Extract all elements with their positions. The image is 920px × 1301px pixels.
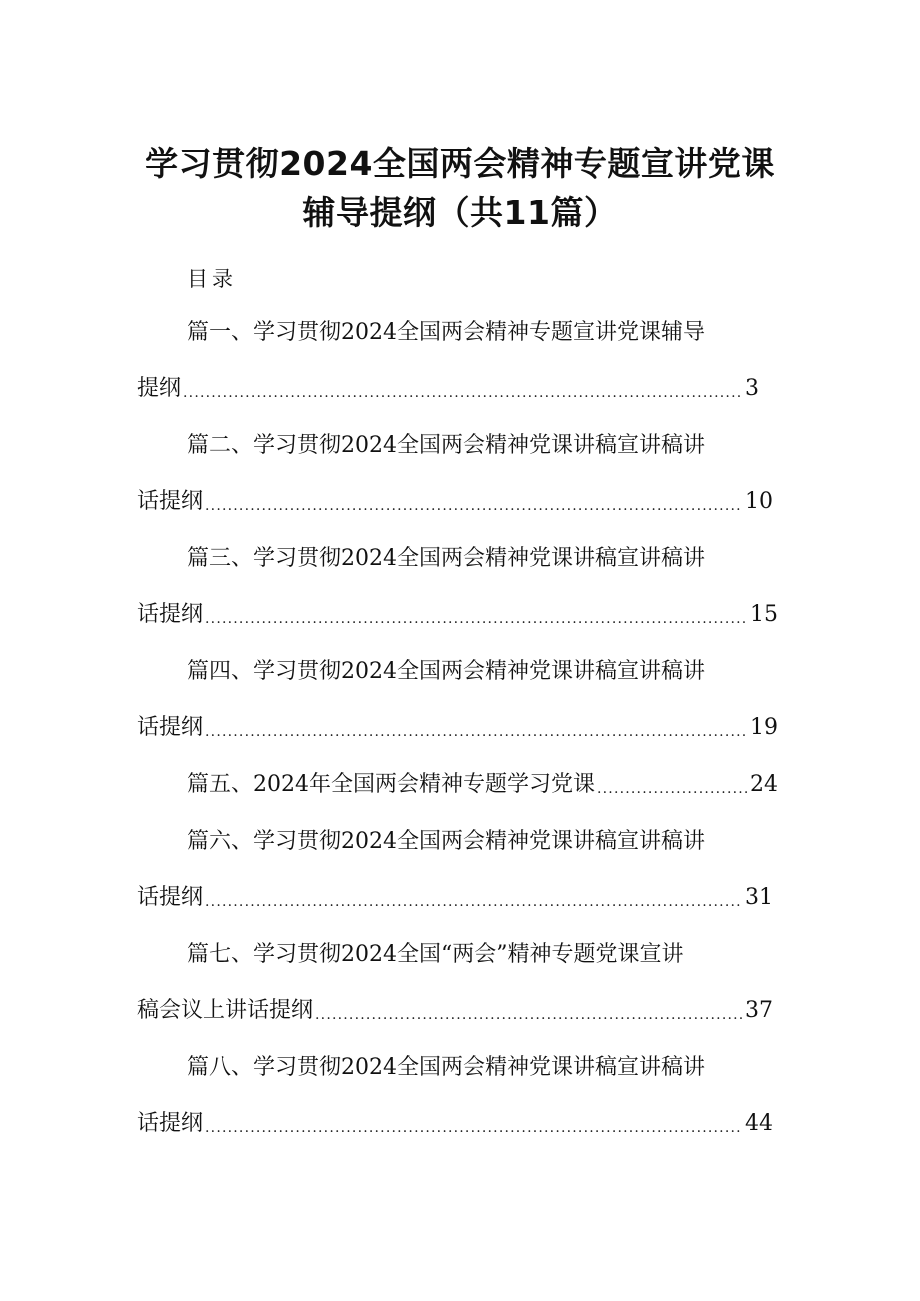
toc-page-number: 19 xyxy=(750,715,778,740)
toc-entry-2-line2[interactable] xyxy=(137,487,773,517)
toc-entry-7-line1[interactable]: 篇七、学习贯彻2024全国“两会”精神专题党课宣讲 xyxy=(187,942,684,967)
dot-leader xyxy=(205,721,748,743)
toc-entry-label: 提纲 xyxy=(137,376,182,401)
dot-leader xyxy=(205,891,743,913)
dot-leader xyxy=(315,1004,743,1026)
toc-entry-label: 话提纲 xyxy=(137,715,204,740)
toc-entry-8-line2[interactable] xyxy=(137,1109,773,1139)
dot-leader xyxy=(205,1117,743,1139)
toc-page-number: 10 xyxy=(745,489,773,514)
toc-page-number: 44 xyxy=(745,1111,773,1136)
dot-leader xyxy=(183,382,743,404)
toc-entry-label: 话提纲 xyxy=(137,1111,204,1136)
document-title-line2: 辅导提纲（共11篇） xyxy=(302,193,618,232)
dot-leader xyxy=(205,608,748,630)
toc-entry-6-line1[interactable]: 篇六、学习贯彻2024全国两会精神党课讲稿宣讲稿讲 xyxy=(187,829,705,854)
toc-entry-8-line1[interactable]: 篇八、学习贯彻2024全国两会精神党课讲稿宣讲稿讲 xyxy=(187,1055,705,1080)
toc-entry-label: 篇五、2024年全国两会精神专题学习党课 xyxy=(187,772,595,797)
toc-page-number: 15 xyxy=(750,602,778,627)
toc-page-number: 37 xyxy=(745,998,773,1023)
toc-entry-5[interactable] xyxy=(187,770,778,800)
toc-entry-label: 稿会议上讲话提纲 xyxy=(137,998,314,1023)
document-title-line1: 学习贯彻2024全国两会精神专题宣讲党课 xyxy=(145,144,775,183)
toc-page-number: 24 xyxy=(750,772,778,797)
toc-heading: 目录 xyxy=(187,267,237,291)
toc-page-number: 31 xyxy=(745,885,773,910)
toc-entry-1-line1[interactable]: 篇一、学习贯彻2024全国两会精神专题宣讲党课辅导 xyxy=(187,320,705,345)
toc-entry-3-line2[interactable] xyxy=(137,600,778,630)
toc-entry-label: 话提纲 xyxy=(137,885,204,910)
toc-entry-4-line1[interactable]: 篇四、学习贯彻2024全国两会精神党课讲稿宣讲稿讲 xyxy=(187,659,705,684)
toc-entry-2-line1[interactable]: 篇二、学习贯彻2024全国两会精神党课讲稿宣讲稿讲 xyxy=(187,433,705,458)
toc-page-number: 3 xyxy=(745,376,759,401)
dot-leader xyxy=(597,778,748,800)
toc-entry-6-line2[interactable] xyxy=(137,883,773,913)
toc-entry-label: 话提纲 xyxy=(137,489,204,514)
toc-entry-7-line2[interactable] xyxy=(137,996,773,1026)
toc-entry-3-line1[interactable]: 篇三、学习贯彻2024全国两会精神党课讲稿宣讲稿讲 xyxy=(187,546,705,571)
toc-entry-label: 话提纲 xyxy=(137,602,204,627)
toc-entry-1-line2[interactable] xyxy=(137,374,759,404)
toc-entry-4-line2[interactable] xyxy=(137,713,778,743)
dot-leader xyxy=(205,495,743,517)
